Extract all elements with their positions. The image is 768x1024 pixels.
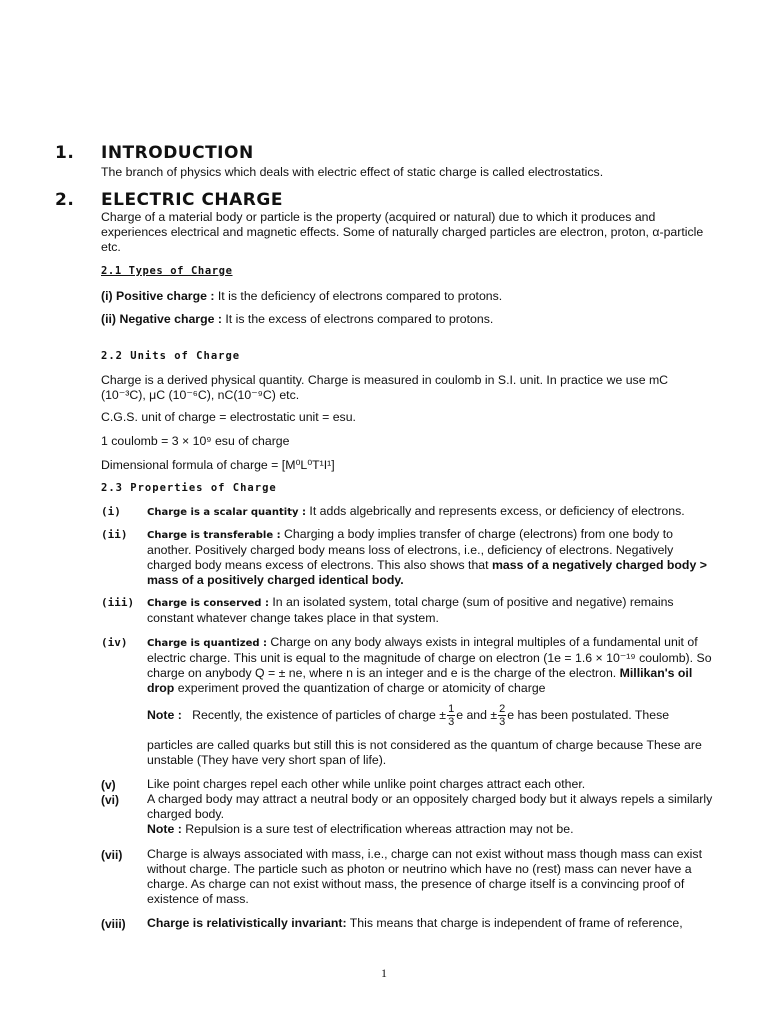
property-text: Charging a body implies transfer of charge (electrons) from one body to another. Positively charged body means loss of electrons, i.e., deficiency of electrons. Negatively charged body means excess of electrons. This also shows that <box>147 527 674 572</box>
section-text: The branch of physics which deals with electric effect of static charge is called electrostatics. <box>101 165 604 179</box>
section-title: INTRODUCTION <box>101 143 254 163</box>
property-text: In an isolated system, total charge (sum of positive and negative) remains constant whatever change takes place in that system. <box>147 595 674 625</box>
item-label: (viii) <box>101 917 126 931</box>
property-item: Like point charges repel each other while unlike point charges attract each other. <box>147 777 586 791</box>
section-number: 1. <box>55 143 75 163</box>
property-bold-text: mass of a negatively charged body > mass of a positively charged identical body. <box>147 558 707 587</box>
item-label: (i) Positive charge : <box>101 289 215 303</box>
list-item <box>101 312 713 327</box>
property-item <box>147 792 713 837</box>
section-text: Charge of a material body or particle is the property (acquired or natural) due to which it produces and experiences electrical and magnetic effects. Some of naturally charged particles are electron, proton, α-particle etc. <box>101 210 704 254</box>
item-label: (ii) Negative charge : <box>101 312 222 326</box>
property-head: Charge is quantized : <box>147 638 268 649</box>
property-item: Charge is always associated with mass, i.e., charge can not exist without mass though mass can exist without charge. The particle such as photon or neutrino which have no (rest) mass can never have a charge. As charge can not exist without mass, the presence of charge itself is a convincing proof of existence of mass. <box>147 847 702 906</box>
subsection-heading-units: 2.2 Units of Charge <box>101 350 241 362</box>
item-label: (vii) <box>101 848 123 862</box>
subsection-heading-types: 2.1 Types of Charge <box>101 265 233 277</box>
property-text: This means that charge is independent of frame of reference, <box>346 916 683 930</box>
property-item <box>147 916 713 931</box>
item-label: (iv) <box>101 636 128 649</box>
section-title: ELECTRIC CHARGE <box>101 190 283 210</box>
subsection-heading-properties: 2.3 Properties of Charge <box>101 482 277 494</box>
property-text: Charge on any body always exists in integral multiples of a fundamental unit of electric charge. This unit is equal to the magnitude of charge on electron (1e = 1.6 × 10⁻¹⁹ coulomb). So charge on anybody Q = ± ne, where n is an integer and e is the charge of the electron. <box>147 635 712 680</box>
note-label: Note : <box>147 707 182 722</box>
property-bold-text: Millikan's oil drop <box>147 666 693 695</box>
page-number: 1 <box>381 966 387 980</box>
property-item <box>147 635 713 696</box>
note-text: e has been postulated. These <box>507 707 670 722</box>
note-text: Recently, the existence of particles of charge ± <box>192 707 447 722</box>
note-continuation: particles are called quarks but still this is not considered as the quantum of charge because These are unstable (They have very short span of life). <box>147 738 702 767</box>
note-text: Repulsion is a sure test of electrification whereas attraction may not be. <box>181 822 574 836</box>
list-item <box>101 289 713 304</box>
item-text: It is the excess of electrons compared to protons. <box>221 312 494 326</box>
units-line: C.G.S. unit of charge = electrostatic unit = esu. <box>101 410 356 424</box>
note-label: Note : <box>147 822 182 836</box>
fraction: $\frac{2}{3}$ <box>499 703 506 728</box>
property-item <box>147 504 713 520</box>
item-label: (iii) <box>101 596 135 609</box>
item-label: (vi) <box>101 793 119 807</box>
item-label: (i) <box>101 505 121 518</box>
property-item <box>147 595 713 626</box>
item-label: (ii) <box>101 528 128 541</box>
property-text: It adds algebrically and represents excess, or deficiency of electrons. <box>306 504 685 518</box>
section-number: 2. <box>55 190 75 210</box>
item-text: It is the deficiency of electrons compared to protons. <box>214 289 503 303</box>
property-head: Charge is relativistically invariant: <box>147 916 347 930</box>
units-line: Dimensional formula of charge = [M⁰L⁰T¹I¹] <box>101 458 335 472</box>
note-text: e and ± <box>456 707 498 722</box>
item-label: (v) <box>101 778 116 792</box>
property-text: A charged body may attract a neutral body or an oppositely charged body but it always repels a similarly charged body. <box>147 792 713 821</box>
property-head: Charge is transferable : <box>147 530 281 541</box>
units-line: Charge is a derived physical quantity. Charge is measured in coulomb in S.I. unit. In practice we use mC (10⁻³C), μC (10⁻⁶C), nC(10⁻⁹C) etc. <box>101 373 669 402</box>
fraction: $\frac{1}{3}$ <box>448 703 455 728</box>
property-text: experiment proved the quantization of charge or atomicity of charge <box>174 681 546 695</box>
units-line: 1 coulomb = 3 × 10⁹ esu of charge <box>101 434 290 448</box>
property-head: Charge is conserved : <box>147 598 269 609</box>
note-line <box>147 703 669 728</box>
property-item <box>147 527 713 588</box>
property-head: Charge is a scalar quantity : <box>147 507 306 518</box>
